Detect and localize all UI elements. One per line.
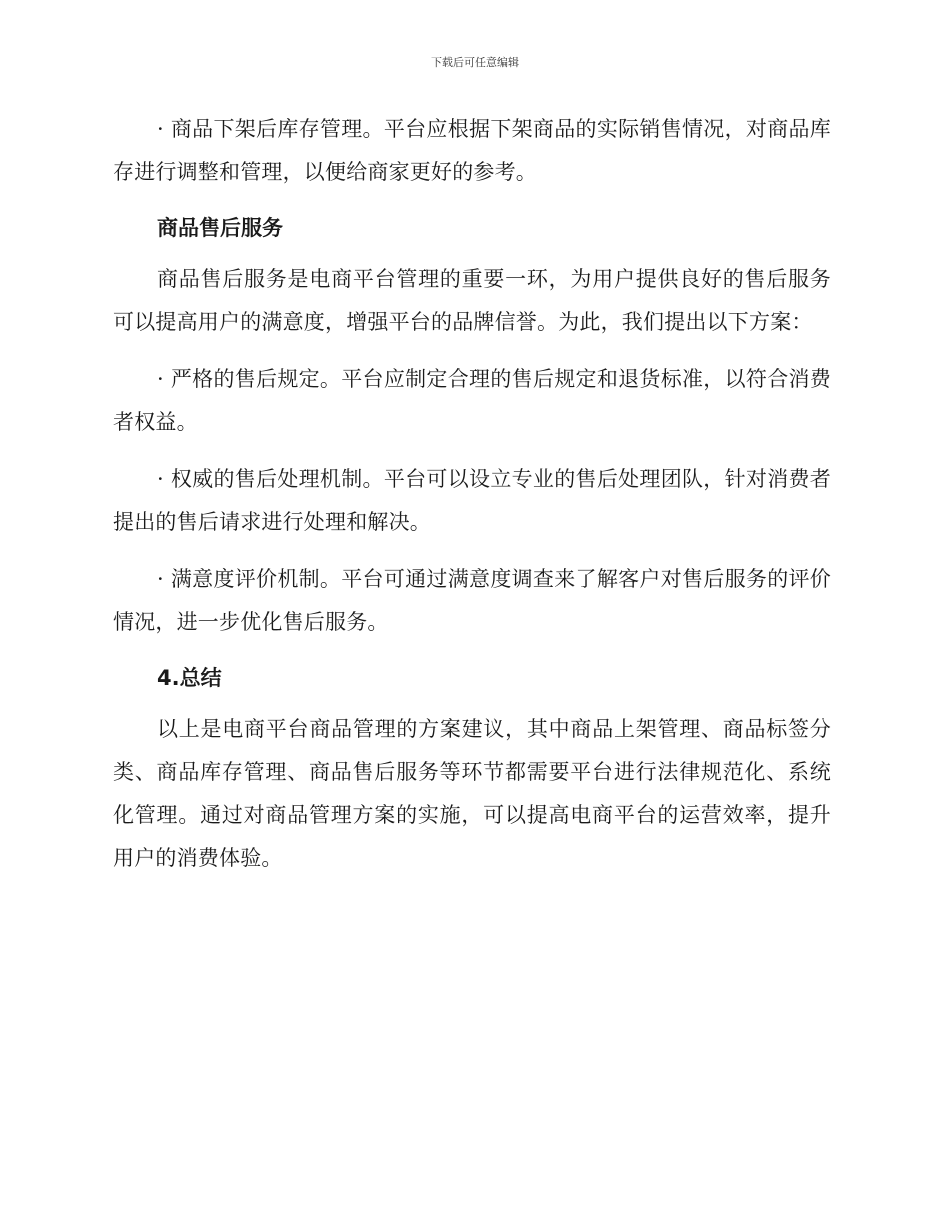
header-note: 下载后可任意编辑	[431, 56, 519, 69]
paragraph-authority-mechanism: · 权威的售后处理机制。平台可以设立专业的售后处理团队，针对消费者提出的售后请求进行处理和解决。	[113, 467, 831, 534]
paragraph-summary: 以上是电商平台商品管理的方案建议，其中商品上架管理、商品标签分类、商品库存管理、商品售后服务等环节都需要平台进行法律规范化、系统化管理。通过对商品管理方案的实施，可以提高电商平台的运营效率，提升用户的消费体验。	[113, 717, 831, 870]
document-body	[113, 108, 831, 894]
paragraph-satisfaction: · 满意度评价机制。平台可通过满意度调查来了解客户对售后服务的评价情况，进一步优化售后服务。	[113, 567, 831, 634]
section-heading-aftersales: 商品售后服务	[157, 216, 283, 240]
paragraph-aftersales-intro: 商品售后服务是电商平台管理的重要一环，为用户提供良好的售后服务可以提高用户的满意度，增强平台的品牌信誉。为此，我们提出以下方案：	[113, 267, 831, 334]
paragraph-inventory-offshelf: · 商品下架后库存管理。平台应根据下架商品的实际销售情况，对商品库存进行调整和管理，以便给商家更好的参考。	[113, 117, 831, 184]
paragraph-strict-rules: · 严格的售后规定。平台应制定合理的售后规定和退货标准，以符合消费者权益。	[113, 367, 831, 434]
section-heading-summary: 4.总结	[157, 666, 222, 690]
